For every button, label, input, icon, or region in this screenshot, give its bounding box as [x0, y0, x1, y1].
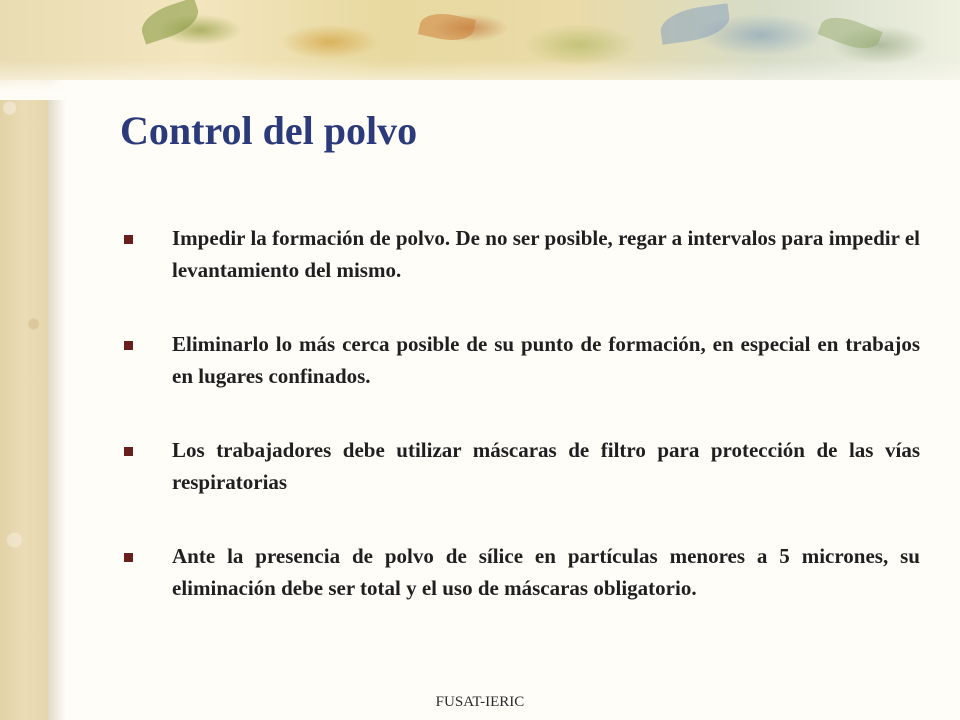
bullet-text: Impedir la formación de polvo. De no ser posible, regar a intervalos para impedir el levantamiento del mismo.: [172, 226, 920, 282]
bullet-text: Ante la presencia de polvo de sílice en partículas menores a 5 micrones, su eliminación debe ser total y el uso de máscaras obligatorio.: [172, 544, 920, 600]
parchment-left-strip: [0, 0, 48, 720]
bullet-text: Los trabajadores debe utilizar máscaras de filtro para protección de las vías respiratorias: [172, 438, 920, 494]
list-item: [120, 328, 920, 392]
square-bullet-icon: [124, 553, 133, 562]
list-item: [120, 434, 920, 498]
footer-label: FUSAT-IERIC: [435, 694, 525, 710]
square-bullet-icon: [124, 235, 133, 244]
list-item: [120, 540, 920, 604]
left-strip-shadow: [48, 0, 66, 720]
bullet-text: Eliminarlo lo más cerca posible de su punto de formación, en especial en trabajos en lugares confinados.: [172, 332, 920, 388]
list-item: [120, 222, 920, 286]
square-bullet-icon: [124, 341, 133, 350]
square-bullet-icon: [124, 447, 133, 456]
slide-title: Control del polvo: [120, 108, 418, 153]
leaf-banner: [0, 0, 960, 96]
bullet-list: [120, 222, 920, 646]
banner-fade: [0, 60, 960, 100]
